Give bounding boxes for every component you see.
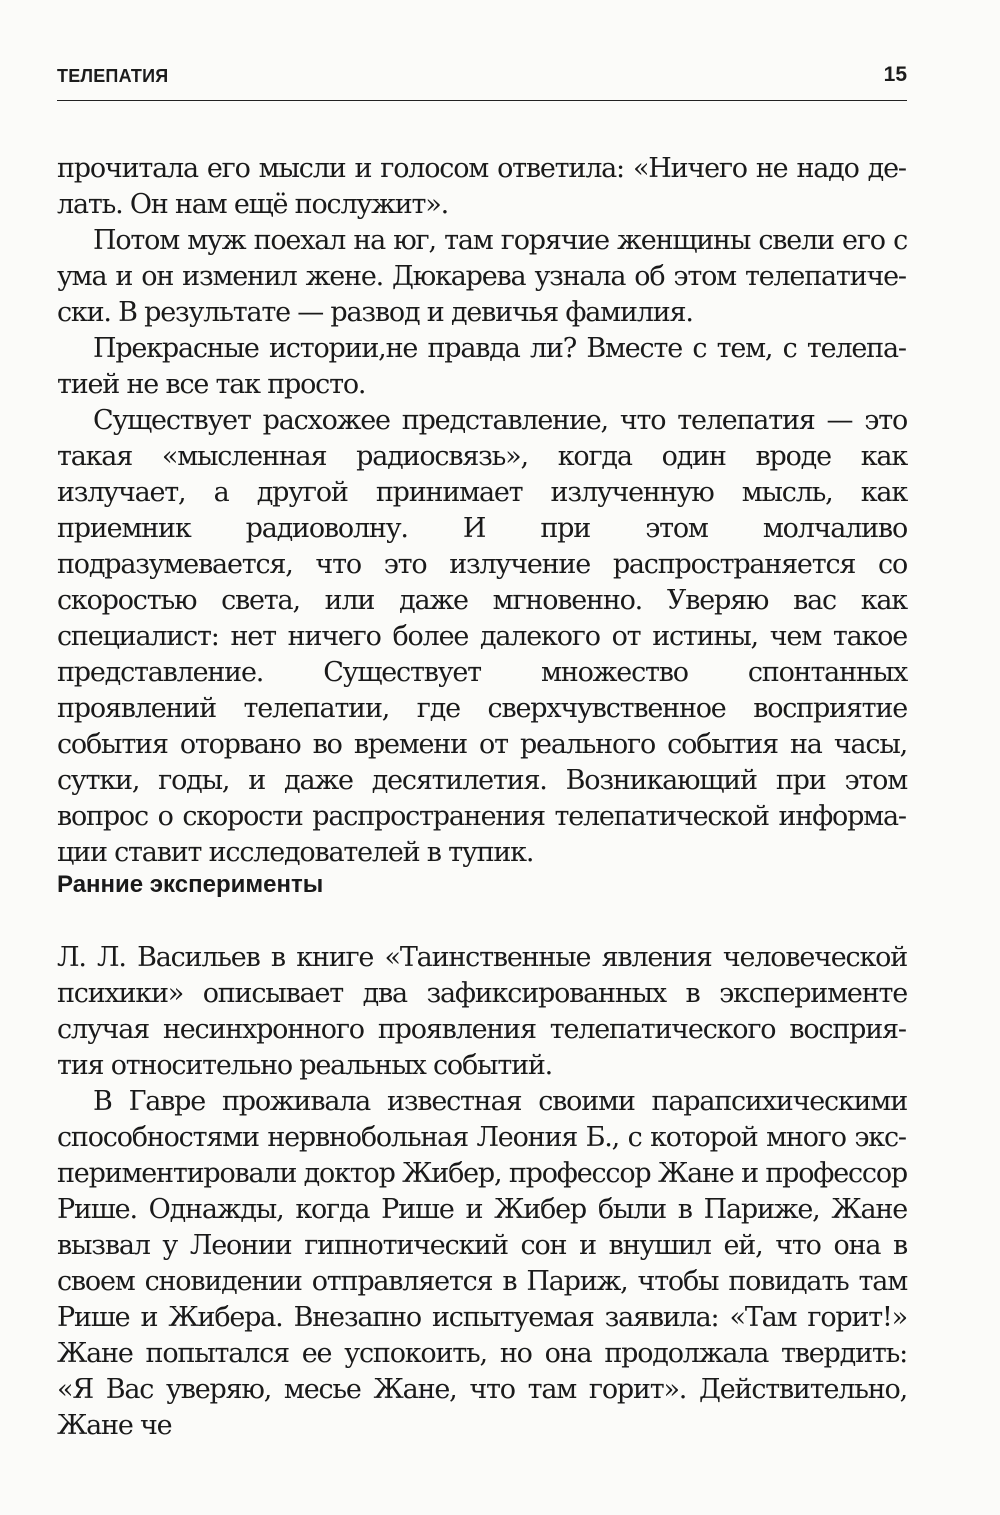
paragraph: В Гавре проживала известная своими парапсихическими способностями нервнобольная Леония Б., с которой много экспериментировали доктор Жибер, профессор Жане и профессор Рише. Однажды, когда Рише и Жибер были в Париже, Жане вызвал у Леонии гипнотический сон и внушил ей, что она в своем сновидении отправляется в Париж, чтобы повидать там Рише и Жибера. Внезапно испытуемая заявила: «Там горит!» Жане попытался ее успокоить, но она продолжала твердить: «Я Вас уверяю, месье Жане, что там горит». Действительно, Жане че xyxy=(57,1086,907,1441)
header-rule xyxy=(57,100,907,101)
paragraph: Прекрасные истории,не правда ли? Вместе с тем, с телепатией не все так просто. xyxy=(57,333,907,400)
section-heading: Ранние эксперименты xyxy=(57,871,324,898)
running-header xyxy=(57,60,907,94)
body-text-section-2 xyxy=(57,940,907,1444)
paragraph: Потом муж поехал на юг, там горячие женщины свели его с ума и он изменил жене. Дюкарева узнала об этом телепатически. В результате — развод и девичья фамилия. xyxy=(57,225,907,328)
paragraph: прочитала его мысли и голосом ответила: «Ничего не надо делать. Он нам ещё послужит». xyxy=(57,153,907,220)
paragraph: Л. Л. Васильев в книге «Таинственные явления человеческой психики» описывает два зафиксированных в эксперименте случая несинхронного проявления телепатического восприятия относительно реальных событий. xyxy=(57,942,907,1081)
paragraph: Существует расхожее представление, что телепатия — это такая «мысленная радиосвязь», когда один вроде как излучает, а другой принимает излученную мысль, как приемник радиоволну. И при этом молчаливо подразумевается, что это излучение распространяется со скоростью света, или даже мгновенно. Уверяю вас как специалист: нет ничего более далекого от истины, чем такое представление. Существует множество спонтанных проявлений телепатии, где сверхчувственное восприятие события оторвано во времени от реального события на часы, сутки, годы, и даже десятилетия. Возникающий при этом вопрос о скорости распространения телепатической информации ставит исследователей в тупик. xyxy=(57,405,907,868)
body-text-section-1 xyxy=(57,151,907,871)
running-title: ТЕЛЕПАТИЯ xyxy=(57,66,169,86)
page-number: 15 xyxy=(883,63,907,86)
